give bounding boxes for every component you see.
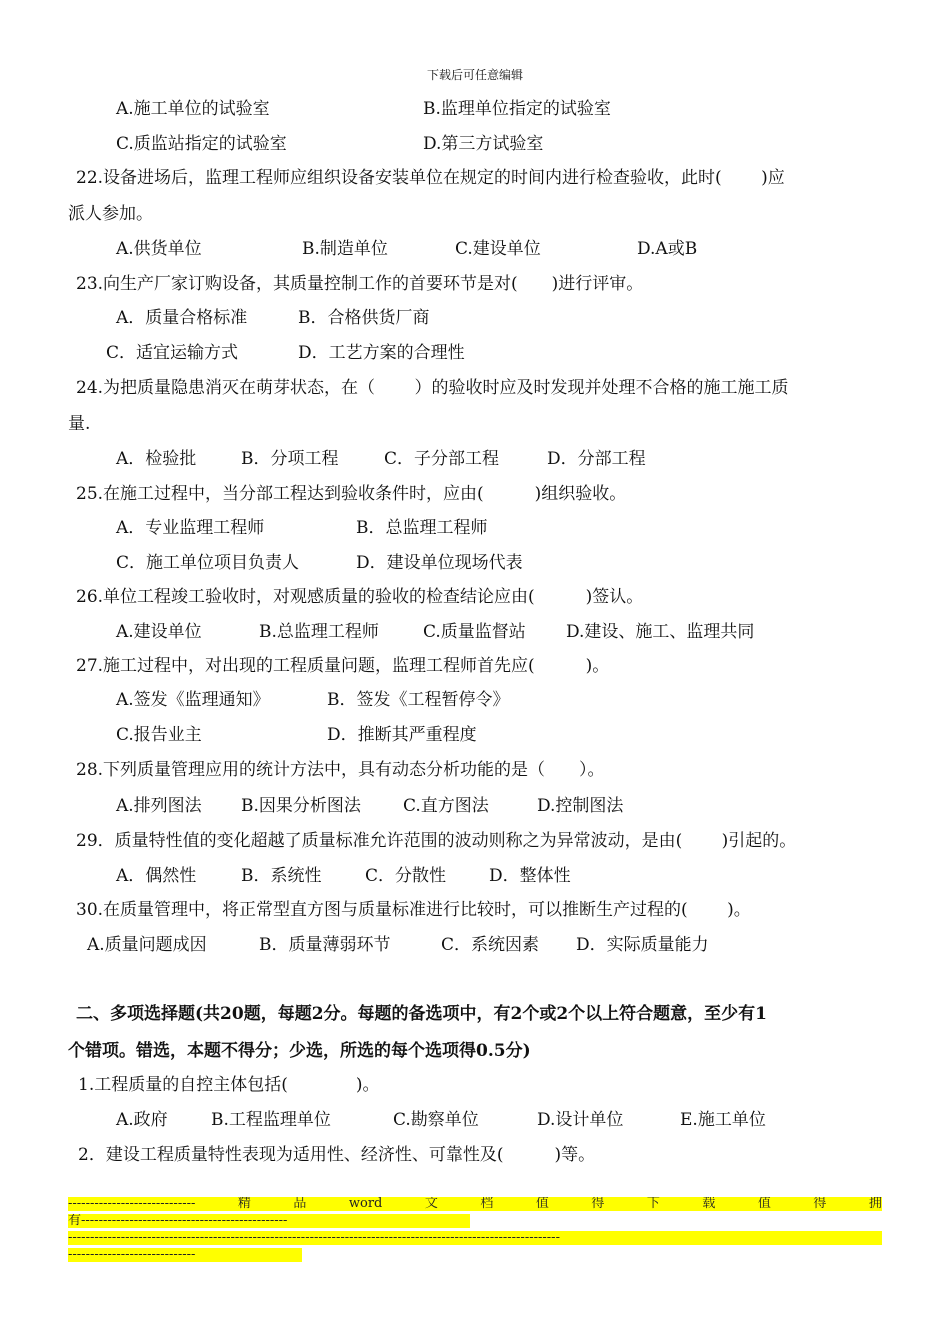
- question-25: 25.在施工过程中，当分部工程达到验收条件时，应由( )组织验收。: [76, 484, 627, 504]
- q29-option-b: B．系统性: [241, 866, 322, 886]
- question-29: 29．质量特性值的变化超越了质量标准允许范围的波动则称之为异常波动，是由( )引起的。: [76, 831, 797, 851]
- q29-option-d: D．整体性: [489, 866, 571, 886]
- q24-option-a: A．检验批: [116, 449, 197, 469]
- question-30: 30.在质量管理中，将正常型直方图与质量标准进行比较时，可以推断生产过程的( )。: [76, 900, 751, 920]
- footer-word-5: 档: [480, 1197, 494, 1211]
- q28-option-c: C.直方图法: [403, 796, 489, 816]
- s2q1-option-d: D.设计单位: [537, 1110, 624, 1130]
- q21-option-a: A.施工单位的试验室: [116, 99, 270, 119]
- q24-option-c: C．子分部工程: [384, 449, 500, 469]
- q30-option-d: D．实际质量能力: [576, 935, 709, 955]
- footer-word-3: word: [348, 1197, 383, 1211]
- question-22-line-1: 22.设备进场后，监理工程师应组织设备安装单位在规定的时间内进行检查验收，此时( )应: [76, 168, 785, 188]
- question-24-line-2: 量.: [68, 414, 91, 434]
- q21-option-c: C.质监站指定的试验室: [116, 134, 287, 154]
- section-2-heading-line-2: 个错项。错选，本题不得分；少选，所选的每个选项得0.5分): [68, 1041, 531, 1061]
- q27-option-d: D．推断其严重程度: [327, 725, 477, 745]
- q27-option-c: C.报告业主: [116, 725, 202, 745]
- question-23: 23.向生产厂家订购设备，其质量控制工作的首要环节是对( )进行评审。: [76, 274, 644, 294]
- question-27: 27.施工过程中，对出现的工程质量问题，监理工程师首先应( )。: [76, 656, 610, 676]
- footer-banner-line-3: ----------------------------------------------------------------------------------------------------------------: [68, 1231, 882, 1245]
- footer-word-4: 文: [424, 1197, 438, 1211]
- footer-word-6: 值: [535, 1197, 549, 1211]
- section-2-question-1: 1.工程质量的自控主体包括( )。: [78, 1075, 380, 1095]
- q30-option-b: B．质量薄弱环节: [259, 935, 391, 955]
- q28-option-d: D.控制图法: [537, 796, 624, 816]
- q26-option-d: D.建设、施工、监理共同: [566, 622, 755, 642]
- section-2-heading-line-1: 二、多项选择题(共20题，每题2分。每题的备选项中，有2个或2个以上符合题意，至少有1: [76, 1004, 768, 1024]
- q27-option-a: A.签发《监理通知》: [116, 690, 270, 710]
- footer-word-7: 得: [591, 1197, 605, 1211]
- q26-option-a: A.建设单位: [116, 622, 202, 642]
- footer-word-11: 得: [813, 1197, 827, 1211]
- q25-option-a: A．专业监理工程师: [116, 518, 265, 538]
- q25-option-d: D．建设单位现场代表: [356, 553, 523, 573]
- question-22-line-2: 派人参加。: [68, 204, 153, 224]
- q21-option-d: D.第三方试验室: [423, 134, 544, 154]
- question-26: 26.单位工程竣工验收时，对观感质量的验收的检查结论应由( )签认。: [76, 587, 644, 607]
- footer-banner-line-4: -----------------------------: [68, 1248, 302, 1262]
- q29-option-a: A．偶然性: [116, 866, 197, 886]
- q27-option-b: B．签发《工程暂停令》: [327, 690, 510, 710]
- q24-option-d: D．分部工程: [547, 449, 646, 469]
- q30-option-c: C．系统因素: [441, 935, 540, 955]
- footer-dashes: -----------------------------: [68, 1197, 196, 1211]
- q23-option-b: B．合格供货厂商: [298, 308, 430, 328]
- s2q1-option-e: E.施工单位: [680, 1110, 766, 1130]
- q25-option-c: C．施工单位项目负责人: [116, 553, 300, 573]
- question-24-line-1: 24.为把质量隐患消灭在萌芽状态，在（ ）的验收时应及时发现并处理不合格的施工施工质: [76, 378, 789, 398]
- q25-option-b: B．总监理工程师: [356, 518, 488, 538]
- footer-word-8: 下: [646, 1197, 660, 1211]
- q23-option-a: A．质量合格标准: [116, 308, 248, 328]
- q28-option-a: A.排列图法: [116, 796, 202, 816]
- footer-word-12: 拥: [868, 1197, 882, 1211]
- footer-word-1: 精: [237, 1197, 251, 1211]
- page-header: 下载后可任意编辑: [426, 68, 523, 82]
- q22-option-c: C.建设单位: [455, 239, 541, 259]
- q26-option-b: B.总监理工程师: [259, 622, 379, 642]
- footer-word-10: 值: [757, 1197, 771, 1211]
- q22-option-a: A.供货单位: [116, 239, 202, 259]
- q26-option-c: C.质量监督站: [423, 622, 526, 642]
- section-2-question-2: 2．建设工程质量特性表现为适用性、经济性、可靠性及( )等。: [78, 1145, 596, 1165]
- q28-option-b: B.因果分析图法: [241, 796, 361, 816]
- s2q1-option-c: C.勘察单位: [393, 1110, 479, 1130]
- footer-word-9: 载: [702, 1197, 716, 1211]
- q29-option-c: C．分散性: [365, 866, 447, 886]
- s2q1-option-a: A.政府: [116, 1110, 168, 1130]
- q30-option-a: A.质量问题成因: [87, 935, 207, 955]
- footer-banner-line-1: [68, 1197, 882, 1211]
- question-28: 28.下列质量管理应用的统计方法中，具有动态分析功能的是（ ）。: [76, 760, 605, 780]
- s2q1-option-b: B.工程监理单位: [211, 1110, 331, 1130]
- q23-option-d: D．工艺方案的合理性: [298, 343, 465, 363]
- q24-option-b: B．分项工程: [241, 449, 339, 469]
- q22-option-d: D.A或B: [637, 239, 698, 259]
- q22-option-b: B.制造单位: [302, 239, 388, 259]
- footer-word-2: 品: [293, 1197, 307, 1211]
- q23-option-c: C．适宜运输方式: [106, 343, 239, 363]
- q21-option-b: B.监理单位指定的试验室: [423, 99, 611, 119]
- footer-banner-line-2: 有-----------------------------------------------: [68, 1214, 470, 1228]
